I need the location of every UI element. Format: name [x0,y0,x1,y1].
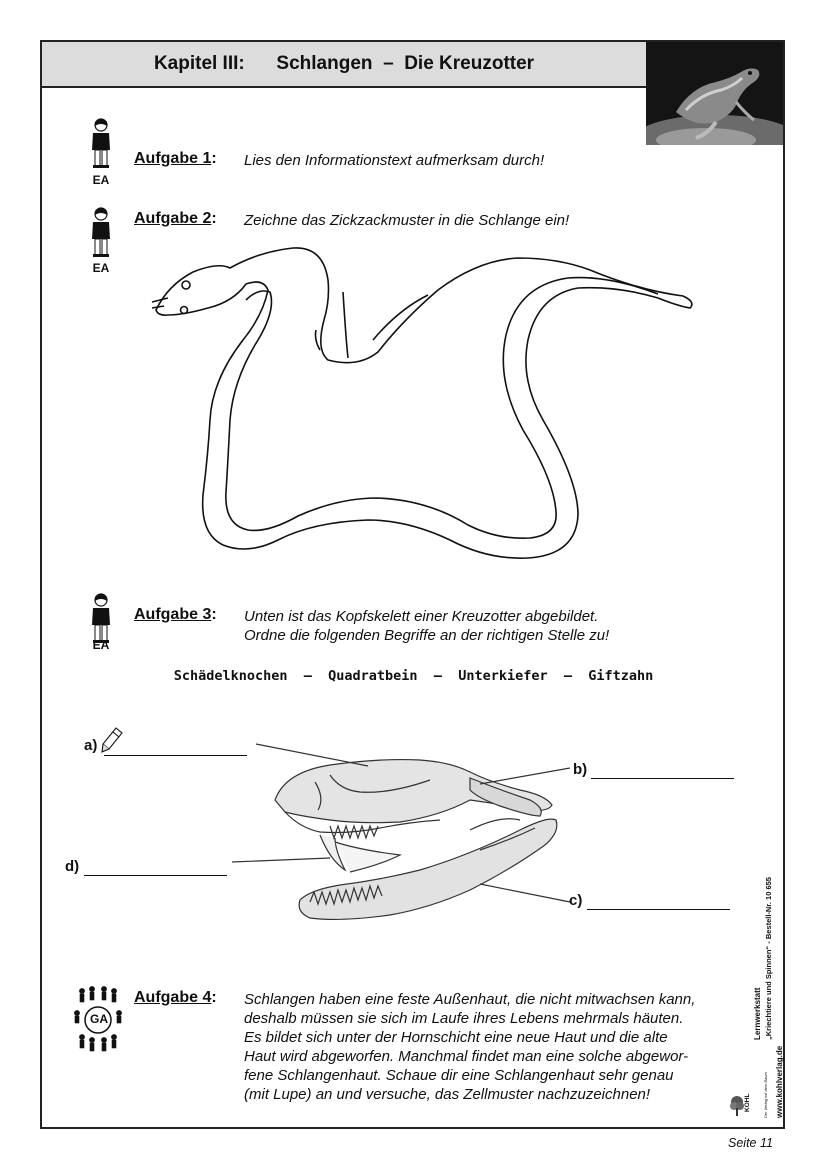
task-4-colon: : [211,989,217,1006]
label-a: a) [84,737,98,754]
sidebar-workshop-title: Lernwerkstatt [753,987,762,1040]
task-1-title: Aufgabe 1 [134,150,212,167]
term-list: Schädelknochen – Quadratbein – Unterkiefer – Giftzahn [173,668,654,684]
sidebar-url: www.kohlverlag.de [775,1045,784,1118]
task-2-heading [134,210,217,228]
chapter-dash: – [383,53,394,74]
task-4-text-line-2: deshalb müssen sie sich im Laufe ihres Lebens mehrmals häuten. [244,1010,684,1027]
mode-badge-2: EA [92,261,110,275]
task-3-colon: : [211,606,217,623]
task-3-heading [134,606,217,624]
task-4-text-line-3: Es bildet sich unter der Hornschicht eine neue Haut und die alte [244,1029,668,1046]
person-icon-1 [88,118,114,175]
task-4-heading [134,989,217,1007]
task-1-text: Lies den Informationstext aufmerksam durch! [244,152,545,169]
task-4-text-line-4: Haut wird abgeworfen. Manchmal findet man eine solche abgewor- [244,1048,689,1065]
publisher-tree-logo [729,1094,745,1123]
chapter-subtopic: Die Kreuzotter [404,53,535,74]
answer-blank-d[interactable] [84,875,227,876]
task-4-text-line-1: Schlangen haben eine feste Außenhaut, die nicht mitwachsen kann, [244,991,696,1008]
mode-badge-1: EA [92,173,110,187]
task-1-colon: : [211,150,217,167]
snake-outline-drawing[interactable] [138,240,708,580]
task-4-text-line-5: fene Schlangenhaut. Schaue dir eine Schlangenhaut sehr genau [244,1067,674,1084]
mode-badge-4: GA [90,1012,108,1026]
page-number: Seite 11 [728,1136,773,1150]
task-2-colon: : [211,210,217,227]
person-icon-2 [88,207,114,264]
publisher-brand: KOHL [744,1093,751,1112]
chapter-label: Kapitel III: [153,53,245,74]
task-2-text: Zeichne das Zickzackmuster in die Schlange ein! [244,212,570,229]
pencil-icon [101,727,123,758]
task-4-title: Aufgabe 4 [134,989,212,1006]
answer-blank-c[interactable] [587,909,730,910]
chapter-topic: Schlangen [276,53,373,74]
answer-blank-a[interactable] [104,755,247,756]
label-c: c) [569,892,583,909]
sidebar-order-info: „Kriechtiere und Spinnen“ - Bestell-Nr. 10 655 [764,877,773,1040]
task-1-heading [134,150,217,168]
chapter-header [42,42,646,88]
task-2-title: Aufgabe 2 [134,210,212,227]
task-3-text-line-1: Unten ist das Kopfskelett einer Kreuzotter abgebildet. [244,608,599,625]
task-4-text-line-6: (mit Lupe) an und versuche, das Zellmuster nachzuzeichnen! [244,1086,651,1103]
answer-blank-b[interactable] [591,778,734,779]
label-d: d) [65,858,80,875]
task-3-title: Aufgabe 3 [134,606,212,623]
label-b: b) [573,761,588,778]
publisher-slogan: Der Verlag mit dem Baum [763,1072,768,1118]
page-frame [40,40,785,1129]
mode-badge-3: EA [92,638,110,652]
lizard-photo [646,42,783,145]
task-3-text-line-2: Ordne die folgenden Begriffe an der richtigen Stelle zu! [244,627,610,644]
